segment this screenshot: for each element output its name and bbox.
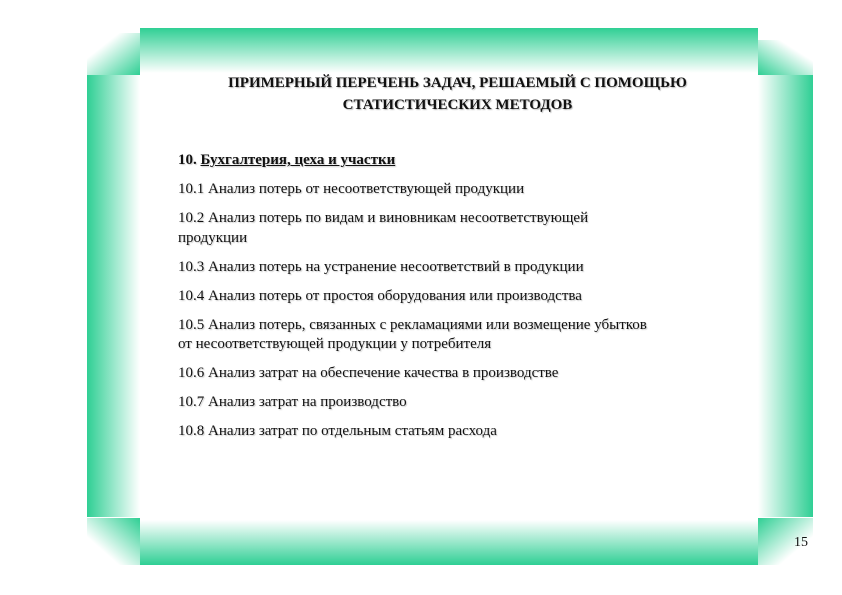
frame-corner-bottom-left [87,518,140,565]
list-item: 10.1 Анализ потерь от несоответствующей продукции [178,181,525,197]
frame-left-bar [87,75,140,517]
frame-top-bar [140,28,758,73]
list-item: 10.5 Анализ потерь, связанных с рекламациями или возмещение убытков от несоответствующей продукции у потребителя [178,316,647,352]
list-item: 10.2 Анализ потерь по видам и виновникам несоответствующей продукции [178,210,589,246]
list-item: 10.8 Анализ затрат по отдельным статьям расхода [178,423,497,439]
task-list [178,151,648,451]
title-line-1: ПРИМЕРНЫЙ ПЕРЕЧЕНЬ ЗАДАЧ, РЕШАЕМЫЙ С ПОМОЩЬЮ [228,75,687,91]
frame-corner-top-right [758,40,813,75]
page-number: 15 [794,535,808,550]
list-item: 10.7 Анализ затрат на производство [178,394,407,410]
section-number: 10. [178,152,197,168]
frame-right-bar [758,75,813,517]
list-item: 10.6 Анализ затрат на обеспечение качества в производстве [178,365,559,381]
section-heading [178,151,648,171]
list-item: 10.4 Анализ потерь от простоя оборудования или производства [178,287,582,304]
slide-title [160,72,755,116]
list-item: 10.3 Анализ потерь на устранение несоответствий в продукции [178,258,584,275]
frame-corner-top-left [87,33,140,75]
frame-bottom-bar [140,520,758,565]
title-line-2: СТАТИСТИЧЕСКИХ МЕТОДОВ [342,97,573,113]
section-title: Бухгалтерия, цеха и участки [200,152,396,168]
